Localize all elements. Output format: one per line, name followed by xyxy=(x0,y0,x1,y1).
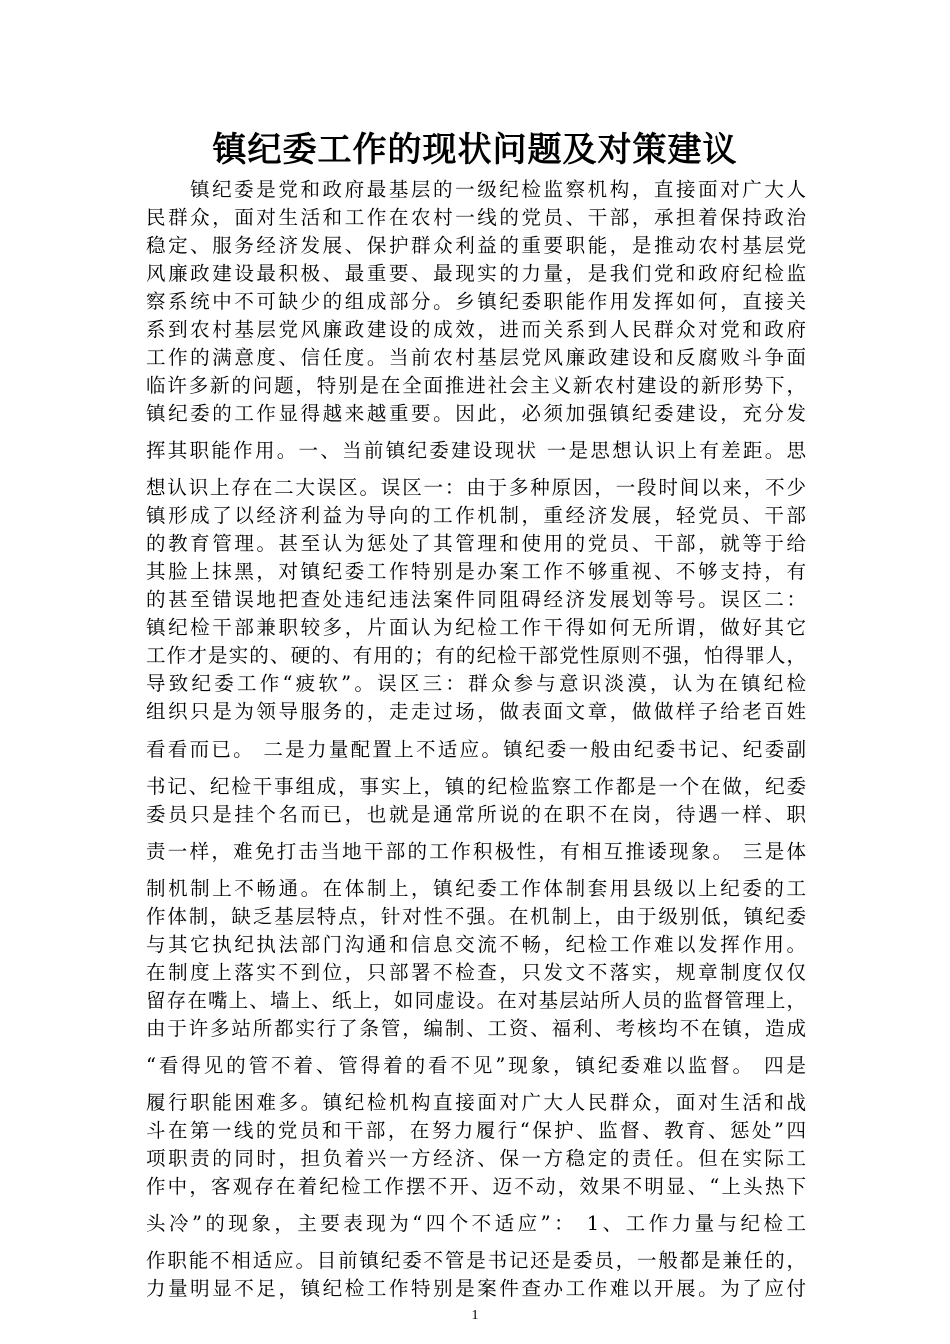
body-line: 导致纪委工作“疲软”。误区三：群众参与意识淡漠，认为在镇纪检 xyxy=(146,672,806,695)
body-line: 头冷”的现象，主要表现为“四个不适应”： 1、工作力量与纪检工 xyxy=(146,1212,806,1235)
body-line: 临许多新的问题，特别是在全面推进社会主义新农村建设的新形势下， xyxy=(146,374,806,397)
body-line: 委员只是挂个名而已，也就是通常所说的在职不在岗，待遇一样、职 xyxy=(146,803,806,826)
body-line: 风廉政建设最积极、最重要、最现实的力量，是我们党和政府纪检监 xyxy=(146,262,806,285)
body-line: 作职能不相适应。目前镇纪委不管是书记还是委员，一般都是兼任的， xyxy=(146,1249,806,1272)
body-line: 系到农村基层党风廉政建设的成效，进而关系到人民群众对党和政府 xyxy=(146,318,806,341)
body-line: 镇纪委的工作显得越来越重要。因此，必须加强镇纪委建设，充分发 xyxy=(146,402,806,425)
body-line: 作中，客观存在着纪检工作摆不开、迈不动，效果不明显、“上头热下 xyxy=(146,1175,806,1198)
body-line: 想认识上存在二大误区。误区一：由于多种原因，一段时间以来，不少 xyxy=(146,476,806,499)
body-line: 责一样，难免打击当地干部的工作积极性，有相互推诿现象。 三是体 xyxy=(146,840,806,863)
body-line: 镇纪委是党和政府最基层的一级纪检监察机构，直接面对广大人 xyxy=(190,178,806,201)
body-line: 在制度上落实不到位，只部署不检查，只发文不落实，规章制度仅仅 xyxy=(146,961,806,984)
body-line: “看得见的管不着、管得着的看不见”现象，镇纪委难以监督。 四是 xyxy=(146,1054,806,1077)
body-line: 作体制，缺乏基层特点，针对性不强。在机制上，由于级别低，镇纪委 xyxy=(146,905,806,928)
body-line: 其脸上抹黑，对镇纪委工作特别是办案工作不够重视、不够支持，有 xyxy=(146,560,806,583)
body-line: 组织只是为领导服务的，走走过场，做表面文章，做做样子给老百姓 xyxy=(146,700,806,723)
page-number: 1 xyxy=(471,1308,479,1323)
body-line: 镇形成了以经济利益为导向的工作机制，重经济发展，轻党员、干部 xyxy=(146,504,806,527)
body-line: 工作才是实的、硬的、有用的；有的纪检干部党性原则不强，怕得罪人， xyxy=(146,644,806,667)
body-line: 看看而已。 二是力量配置上不适应。镇纪委一般由纪委书记、纪委副 xyxy=(146,738,806,761)
body-line: 挥其职能作用。一、当前镇纪委建设现状 一是思想认识上有差距。思 xyxy=(146,439,806,462)
body-line: 的教育管理。甚至认为惩处了其管理和使用的党员、干部，就等于给 xyxy=(146,532,806,555)
body-line: 工作的满意度、信任度。当前农村基层党风廉政建设和反腐败斗争面 xyxy=(146,346,806,369)
body-line: 由于许多站所都实行了条管，编制、工资、福利、考核均不在镇，造成 xyxy=(146,1017,806,1040)
body-line: 制机制上不畅通。在体制上，镇纪委工作体制套用县级以上纪委的工 xyxy=(146,877,806,900)
body-line: 书记、纪检干事组成，事实上，镇的纪检监察工作都是一个在做，纪委 xyxy=(146,775,806,798)
body-line: 斗在第一线的党员和干部，在努力履行“保护、监督、教育、惩处”四 xyxy=(146,1119,806,1142)
body-line: 履行职能困难多。镇纪检机构直接面对广大人民群众，面对生活和战 xyxy=(146,1091,806,1114)
body-line: 民群众，面对生活和工作在农村一线的党员、干部，承担着保持政治 xyxy=(146,206,806,229)
body-line: 的甚至错误地把查处违纪违法案件同阻碍经济发展划等号。误区二： xyxy=(146,588,806,611)
body-line: 与其它执纪执法部门沟通和信息交流不畅，纪检工作难以发挥作用。 xyxy=(146,933,806,956)
body-line: 项职责的同时，担负着兴一方经济、保一方稳定的责任。但在实际工 xyxy=(146,1147,806,1170)
body-line: 稳定、服务经济发展、保护群众利益的重要职能，是推动农村基层党 xyxy=(146,234,806,257)
body-line: 留存在嘴上、墙上、纸上，如同虚设。在对基层站所人员的监督管理上， xyxy=(146,989,806,1012)
body-line: 镇纪检干部兼职较多，片面认为纪检工作干得如何无所谓，做好其它 xyxy=(146,616,806,639)
body-line: 力量明显不足，镇纪检工作特别是案件查办工作难以开展。为了应付 xyxy=(146,1277,806,1300)
body-line: 察系统中不可缺少的组成部分。乡镇纪委职能作用发挥如何，直接关 xyxy=(146,290,806,313)
document-title: 镇纪委工作的现状问题及对策建议 xyxy=(212,130,738,170)
